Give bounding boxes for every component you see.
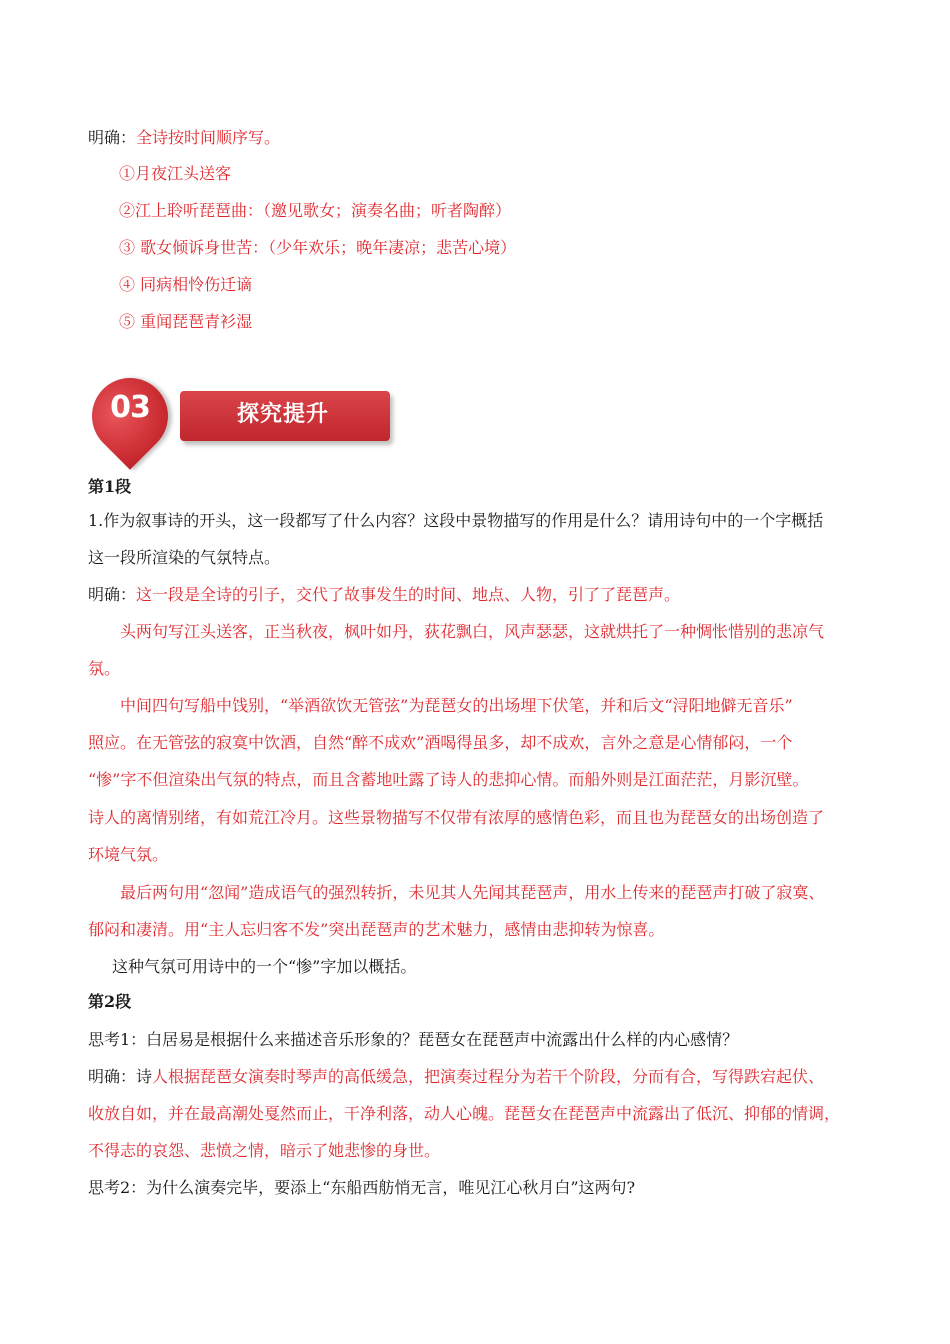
answer-line bbox=[88, 585, 878, 605]
paragraph-line: 中间四句写船中饯别，“举酒欲饮无管弦”为琵琶女的出场埋下伏笔，并和后文“浔阳地僻无音乐” bbox=[120, 696, 793, 715]
paragraph-line: 郁闷和凄清。用“主人忘归客不发”突出琵琶声的艺术魅力，感情由悲抑转为惊喜。 bbox=[88, 920, 665, 939]
list-item: ②江上聆听琵琶曲：（邀见歌女；演奏名曲；听者陶醉） bbox=[119, 201, 512, 220]
paragraph-line: 诗人的离情别绪，有如荒江冷月。这些景物描写不仅带有浓厚的感情色彩，而且也为琵琶女的出场创造了 bbox=[88, 808, 825, 827]
list-item: ⑤ 重闻琵琶青衫湿 bbox=[119, 312, 253, 331]
section-heading: 第2段 bbox=[88, 992, 132, 1011]
badge-title: 探究提升 bbox=[237, 402, 330, 427]
paragraph-line: 照应。在无管弦的寂寞中饮酒，自然“醉不成欢”酒喝得虽多，却不成欢，言外之意是心情郁闷，一个 bbox=[88, 733, 793, 752]
answer-label: 明确： bbox=[88, 128, 137, 147]
question-line: 思考2：为什么演奏完毕，要添上“东船西舫悄无言，唯见江心秋月白”这两句? bbox=[88, 1178, 636, 1197]
answer-text: 全诗按时间顺序写。 bbox=[136, 128, 281, 147]
answer-text: 人根据琵琶女演奏时琴声的高低缓急，把演奏过程分为若干个阶段，分而有合，写得跌宕起伏、 bbox=[152, 1067, 825, 1086]
answer-line bbox=[88, 1067, 878, 1087]
answer-line-order bbox=[88, 128, 878, 148]
section-heading: 第1段 bbox=[88, 477, 132, 496]
paragraph-line: 最后两句用“忽闻”造成语气的强烈转折，未见其人先闻其琵琶声，用水上传来的琵琶声打破了寂寞、 bbox=[120, 883, 825, 902]
paragraph-line: 不得志的哀怨、悲愤之情，暗示了她悲惨的身世。 bbox=[88, 1141, 441, 1160]
paragraph-line: 氛。 bbox=[88, 659, 121, 678]
answer-label: 明确：诗 bbox=[88, 1067, 153, 1086]
question-line: 1.作为叙事诗的开头，这一段都写了什么内容？这段中景物描写的作用是什么？请用诗句中的一个字概括 bbox=[88, 511, 824, 530]
section-badge bbox=[92, 378, 392, 458]
list-item: ④ 同病相怜伤迁谪 bbox=[119, 275, 253, 294]
paragraph-line: “惨”字不但渲染出气氛的特点，而且含蓄地吐露了诗人的悲抑心情。而船外则是江面茫茫，月影沉壁。 bbox=[88, 770, 809, 789]
question-line: 这一段所渲染的气氛特点。 bbox=[88, 548, 281, 567]
badge-number: 03 bbox=[110, 390, 150, 425]
paragraph-line: 头两句写江头送客，正当秋夜，枫叶如丹，荻花飘白，风声瑟瑟，这就烘托了一种惆怅惜别的悲凉气 bbox=[120, 622, 825, 641]
answer-text: 这一段是全诗的引子，交代了故事发生的时间、地点、人物，引了了琵琶声。 bbox=[136, 585, 681, 604]
answer-label: 明确： bbox=[88, 585, 137, 604]
list-item: ③ 歌女倾诉身世苦：（少年欢乐；晚年凄凉；悲苦心境） bbox=[119, 238, 517, 257]
list-item: ①月夜江头送客 bbox=[119, 164, 232, 183]
paragraph-line: 收放自如，并在最高潮处戛然而止，干净利落，动人心魄。琵琶女在琵琶声中流露出了低沉、抑郁的情调， bbox=[88, 1104, 841, 1123]
question-line: 思考1：白居易是根据什么来描述音乐形象的？琵琶女在琵琶声中流露出什么样的内心感情？ bbox=[88, 1030, 739, 1049]
summary-line: 这种气氛可用诗中的一个“惨”字加以概括。 bbox=[112, 957, 417, 976]
paragraph-line: 环境气氛。 bbox=[88, 845, 169, 864]
